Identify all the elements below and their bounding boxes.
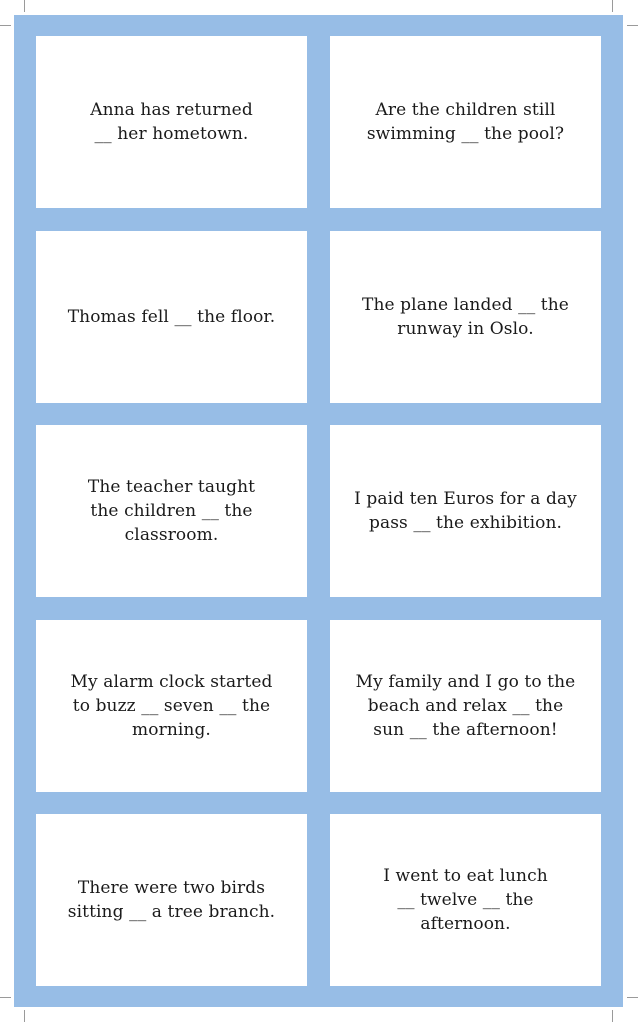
card-9-text: There were two birds sitting __ a tree branch. [67,878,276,922]
crop-mark-right-bottom [627,997,638,998]
crop-mark-left-bottom [0,997,11,998]
card-4-text: The plane landed __ the runway in Oslo. [362,295,569,339]
card-5[interactable] [36,425,307,597]
card-9[interactable] [36,814,307,986]
crop-mark-left-top [0,25,11,26]
card-3-text: Thomas fell __ the floor. [67,307,276,327]
card-sheet [14,15,623,1007]
card-6[interactable] [330,425,601,597]
crop-mark-bottom-right [612,1010,613,1022]
crop-mark-top-left [24,0,25,12]
card-3[interactable] [36,231,307,403]
card-7[interactable] [36,620,307,792]
card-10-text: I went to eat lunch __ twelve __ the afternoon. [383,866,548,934]
card-8-text: My family and I go to the beach and relax __ the sun __ the afternoon! [355,672,576,740]
card-2[interactable] [330,36,601,208]
card-1[interactable] [36,36,307,208]
card-5-text: The teacher taught the children __ the classroom. [87,477,256,545]
crop-mark-top-right [612,0,613,12]
card-10[interactable] [330,814,601,986]
card-1-text: Anna has returned __ her hometown. [90,100,253,144]
card-6-text: I paid ten Euros for a day pass __ the exhibition. [354,489,577,533]
card-8[interactable] [330,620,601,792]
crop-mark-bottom-left [24,1010,25,1022]
card-4[interactable] [330,231,601,403]
crop-mark-right-top [627,25,638,26]
card-7-text: My alarm clock started to buzz __ seven __ the morning. [70,672,273,740]
card-2-text: Are the children still swimming __ the pool? [366,100,565,144]
